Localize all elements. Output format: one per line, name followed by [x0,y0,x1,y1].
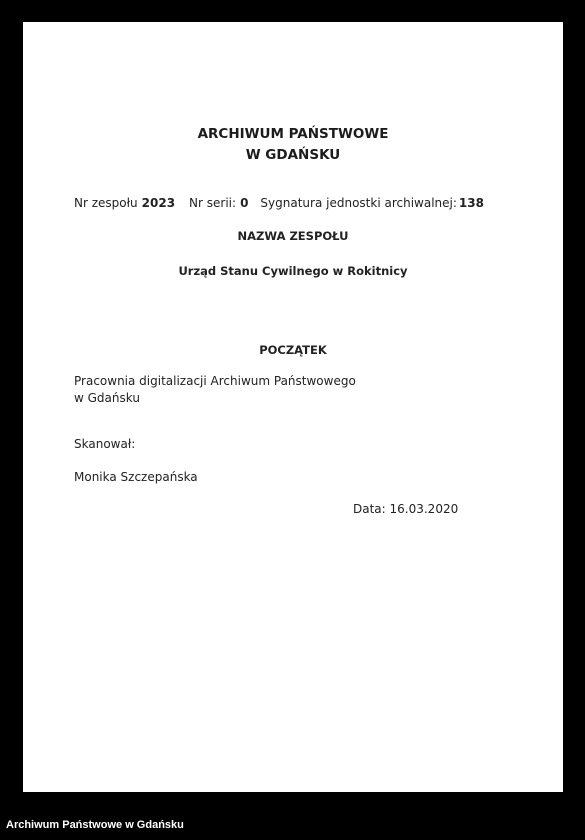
fonds-number-label: Nr zespołu [74,196,138,210]
series-number-value: 0 [240,196,249,210]
fonds-name-heading: NAZWA ZESPOŁU [237,229,349,243]
workshop-line1: Pracownia digitalizacji Archiwum Państwowego [74,374,356,388]
section-heading: POCZĄTEK [259,343,327,357]
scan-date: Data: 16.03.2020 [353,502,459,516]
signature-label: Sygnatura jednostki archiwalnej: [260,196,457,210]
identifiers-row [74,196,488,210]
series-number-label: Nr serii: [189,196,237,210]
document-sheet [23,22,563,792]
signature-value: 138 [458,196,484,210]
workshop-line2: w Gdańsku [74,391,140,405]
archive-title-line2: W GDAŃSKU [245,147,341,163]
footer-archive-name: Archiwum Państwowe w Gdańsku [6,819,184,831]
archive-title-line1: ARCHIWUM PAŃSTWOWE [197,126,389,142]
fonds-name: Urząd Stanu Cywilnego w Rokitnicy [178,264,408,278]
scanned-by-label: Skanował: [74,437,136,451]
scanned-by-name: Monika Szczepańska [74,470,198,484]
fonds-number-value: 2023 [141,196,176,210]
